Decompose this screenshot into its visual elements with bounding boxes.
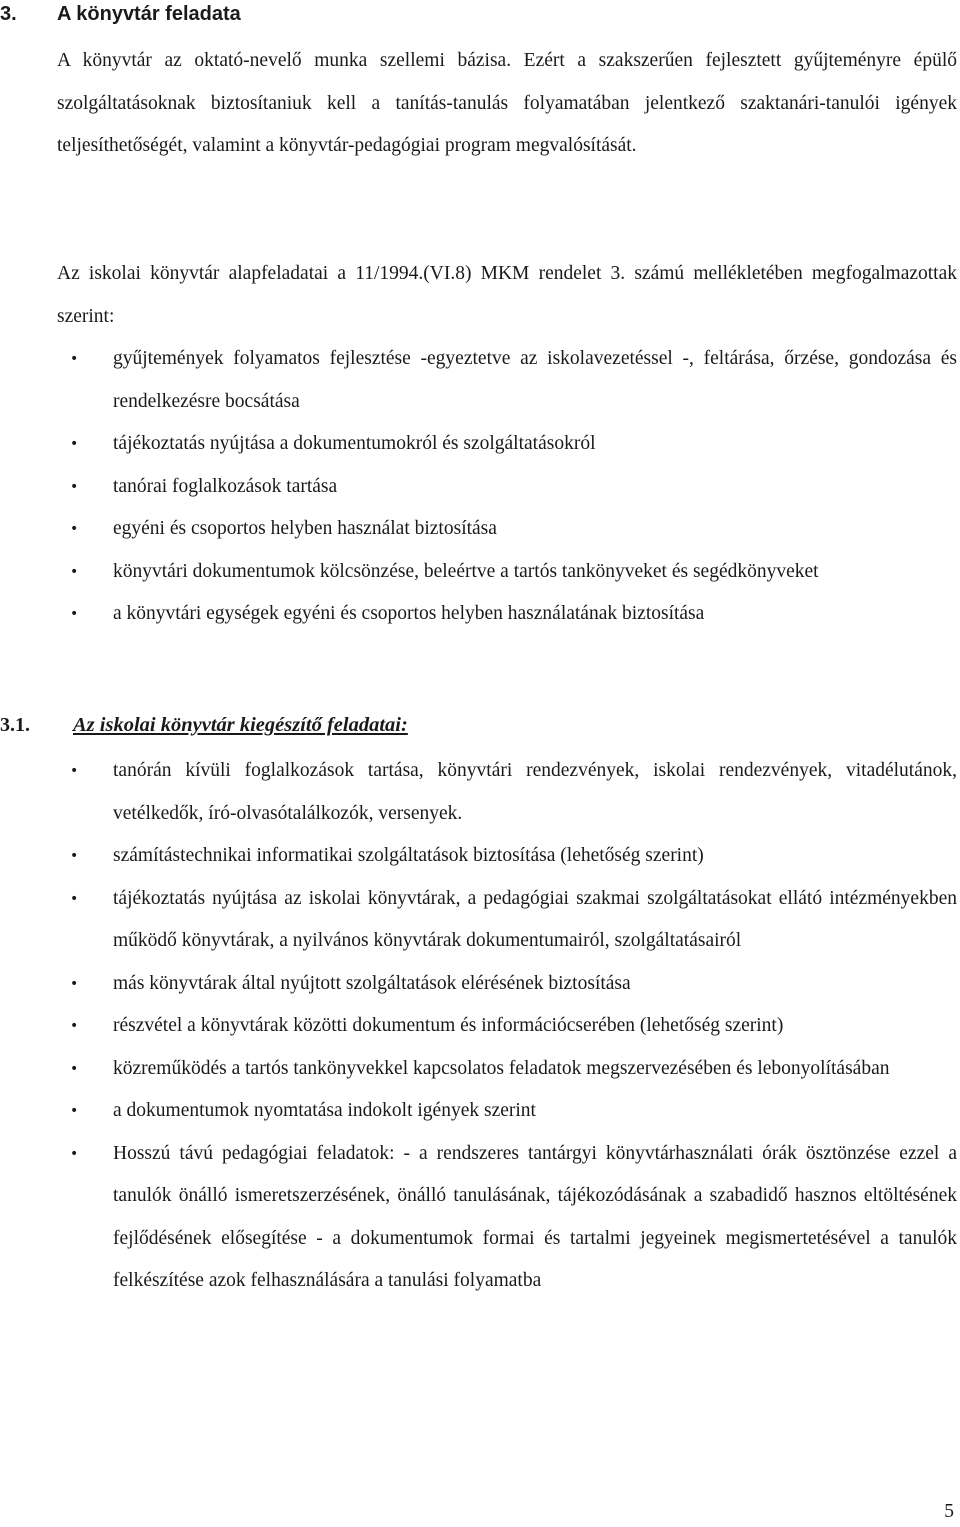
subsection-title: Az iskolai könyvtár kiegészítő feladatai: [73,714,408,736]
list-item [0,423,957,466]
list-item [0,835,957,878]
list-item-text: számítástechnikai informatikai szolgáltatások biztosítása (lehetőség szerint) [113,845,704,866]
bullet-icon: • [70,1018,79,1034]
bullet-icon: • [70,763,79,779]
basic-tasks-list [0,338,957,636]
bullet-icon: • [70,1060,79,1077]
bullet-icon: • [70,848,79,864]
list-item-text: más könyvtárak által nyújtott szolgáltatások elérésének biztosítása [113,972,631,994]
intro-paragraph: A könyvtár az oktató-nevelő munka szellemi bázisa. Ezért a szakszerűen fejlesztett gyűjteményre épülő szolgáltatásoknak biztosítaniuk kell a tanítás-tanulás folyamatában jelentkező szaktanári-tanulói igények teljesíthetőségét, valamint a könyvtár-pedagógiai program megvalósítását. [57,50,957,156]
list-item [0,1090,957,1133]
list-item [0,750,957,835]
list-item [0,963,957,1006]
bullet-icon: • [70,606,79,622]
list-item-text: közreműködés a tartós tankönyvekkel kapcsolatos feladatok megszervezésében és lebonyolításában [113,1057,890,1079]
list-item-text: egyéni és csoportos helyben használat biztosítása [113,518,497,539]
section-number: 3. [0,3,17,25]
bullet-icon: • [70,351,79,367]
list-item-text: tanórán kívüli foglalkozások tartása, könyvtári rendezvények, iskolai rendezvények, vitadélutánok, vetélkedők, író-olvasótalálkozók, versenyek. [113,760,957,824]
list-item-text: részvétel a könyvtárak közötti dokumentum és információcserében (lehetőség szerint) [113,1015,784,1036]
basic-tasks-intro: Az iskolai könyvtár alapfeladatai a 11/1994.(VI.8) MKM rendelet 3. számú mellékletében megfogalmazottak szerint: [57,263,957,327]
list-item [0,1048,957,1091]
list-item [0,593,957,636]
section-heading [0,0,241,28]
bullet-icon: • [70,890,79,907]
list-item-text: tájékoztatás nyújtása az iskolai könyvtárak, a pedagógiai szakmai szolgáltatásokat ellátó intézményekben működő könyvtárak, a nyilvános könyvtárak dokumentumairól, szolgáltatásairól [113,887,957,951]
list-item-text: tájékoztatás nyújtása a dokumentumokról és szolgáltatásokról [113,433,596,454]
list-item [0,878,957,963]
list-item [0,508,957,551]
list-item-text: Hosszú távú pedagógiai feladatok: - a rendszeres tantárgyi könyvtárhasználati órák ösztönzése ezzel a tanulók önálló ismeretszerzésének, önálló tanulásának, tájékozódásának a szabadidő hasznos eltöltésének fejlődésének elősegítése - a dokumentumok formai és tartalmi jegyeinek megismertetésével a tanulók felkészítése azok felhasználására a tanulási folyamatba [113,1142,957,1291]
list-item-text: tanórai foglalkozások tartása [113,475,338,497]
list-item [0,1133,957,1303]
subsection-heading [0,704,408,747]
list-item-text: gyűjtemények folyamatos fejlesztése -egyeztetve az iskolavezetéssel -, feltárása, őrzése, gondozása és rendelkezésre bocsátása [113,348,957,412]
bullet-icon: • [70,563,79,580]
bullet-icon: • [70,478,79,495]
list-item-text: könyvtári dokumentumok kölcsönzése, beleértve a tartós tankönyveket és segédkönyveket [113,560,819,582]
bullet-icon: • [70,1103,79,1119]
list-item [0,466,957,509]
list-item [0,338,957,423]
list-item-text: a dokumentumok nyomtatása indokolt igények szerint [113,1100,536,1121]
list-item [0,1005,957,1048]
supplementary-tasks-list [0,750,957,1303]
page-number: 5 [944,1501,954,1522]
subsection-number: 3.1. [0,714,30,736]
list-item-text: a könyvtári egységek egyéni és csoportos helyben használatának biztosítása [113,603,705,624]
section-title: A könyvtár feladata [57,3,241,25]
list-item [0,551,957,594]
bullet-icon: • [70,436,79,452]
bullet-icon: • [70,521,79,537]
bullet-icon: • [70,975,79,992]
bullet-icon: • [70,1145,79,1162]
